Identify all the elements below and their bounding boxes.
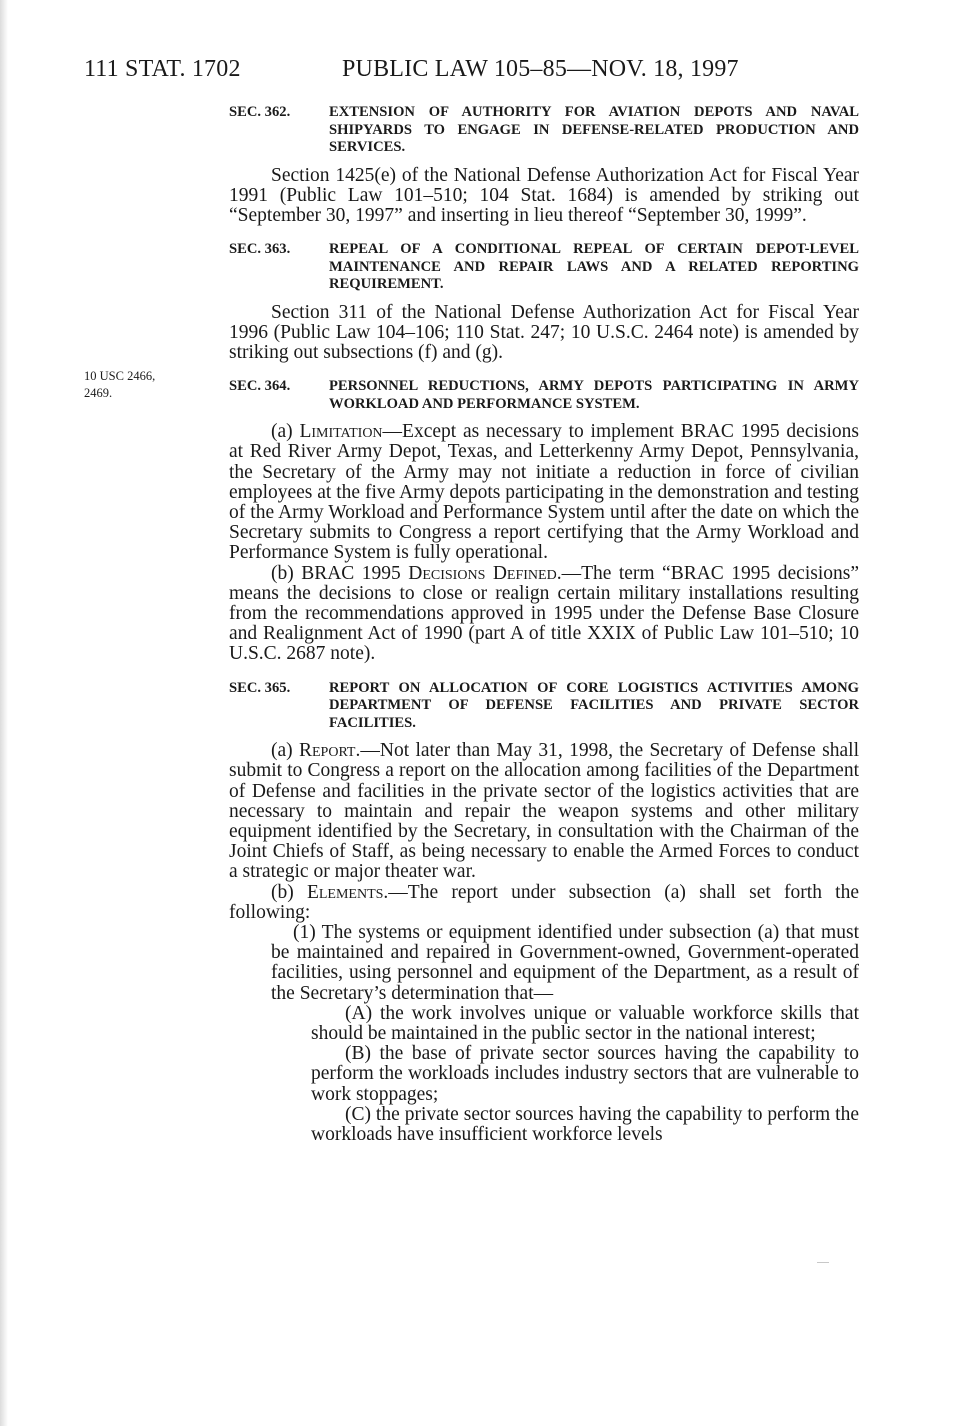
section-number: SEC. 365. [229,679,291,696]
subparagraph-c: (C) the private sector sources having the capability to perform the workloads have insufficient workforce levels [311,1103,859,1146]
public-law-reference: PUBLIC LAW 105–85—NOV. 18, 1997 [342,56,739,82]
running-header [84,56,739,83]
section-heading [229,241,859,294]
section-number: SEC. 364. [229,378,291,395]
subsection-label: (a) [271,421,300,443]
section-363 [229,241,859,294]
section-number: SEC. 362. [229,104,291,120]
section-heading [229,104,859,157]
subsection-heading: Elements [306,881,384,903]
scan-edge-shadow [0,0,8,1426]
section-362-text: Section 1425(e) of the National Defense Authorization Act for Fiscal Year 1991 (Public Law 101–510; 104 Stat. 1684) is amended by striking out “September 30, 1997” and inserting in lieu thereof “September 30, 1999”. [229,164,859,226]
margin-citation-line-2: 2469. [84,386,113,400]
section-364 [229,378,859,413]
section-363-text: Section 311 of the National Defense Authorization Act for Fiscal Year 1996 (Public Law 104–106; 110 Stat. 247; 10 U.S.C. 2464 note) is amended by striking out subsections (f) and (g). [229,301,859,364]
section-362 [229,104,859,157]
subparagraph-b: (B) the base of private sector sources having the capability to perform the workloads includes industry sectors that are vulnerable to work stoppages; [311,1043,859,1105]
subsection-365-b [229,883,859,923]
section-number: SEC. 363. [229,241,291,258]
subsection-text: .—The report under subsection (a) shall set forth the following: [229,881,859,923]
subsection-text: .—The term “BRAC 1995 decisions” means the decisions to close or realign certain military installations resulting from the recommendations approved in 1995 under the Defense Base Closure and Realignment Act of 1990 (part A of title XXIX of Public Law 101–510; 10 U.S.C. 2687 note). [229,562,859,665]
subsection-label: (b) [271,881,307,903]
subsection-365-a [229,741,859,882]
section-365 [229,680,859,733]
subsection-heading: Decisions Defined [408,562,557,584]
subsection-text: —Except as necessary to implement BRAC 1995 decisions at Red River Army Depot, Texas, and Letterkenny Army Depot, Pennsylvania, the Secretary of the Army may not initiate a reduction in force of civilian employees at the five Army depots participating in the demonstration and testing of the Army Workload and Performance System until after the date on which the Secretary submits to Congress a report certifying that the Army Workload and Performance System is fully operational. [229,421,859,564]
section-heading [229,378,859,413]
margin-citation-line-1: 10 USC 2466, [84,369,156,383]
subparagraph-a: (A) the work involves unique or valuable workforce skills that should be maintained in the public sector in the national interest; [311,1002,859,1044]
section-title: REPORT ON ALLOCATION OF CORE LOGISTICS ACTIVITIES AMONG DEPARTMENT OF DEFENSE FACILITIES AND PRIVATE SECTOR FACILITIES. [329,679,859,731]
page-body [229,104,859,1145]
section-title: REPEAL OF A CONDITIONAL REPEAL OF CERTAIN DEPOT-LEVEL MAINTENANCE AND REPAIR LAWS AND A RELATED REPORTING REQUIREMENT. [329,241,859,293]
scan-artifact [817,1262,829,1263]
subsection-364-b [229,564,859,665]
section-heading [229,680,859,733]
subsection-heading: Limitation [299,421,383,443]
subsection-heading: Report [298,740,356,762]
subsection-364-a [229,422,859,563]
margin-citation [84,368,224,402]
stat-reference: 111 STAT. 1702 [84,56,241,82]
paragraph-1: (1) The systems or equipment identified under subsection (a) that must be maintained and repaired in Government-owned, Government-operated facilities, using personnel and equipment of the Department, as a result of the Secretary’s determination that— [271,921,859,1004]
subsection-label: (b) BRAC 1995 [271,562,409,584]
subsection-label: (a) [271,740,299,762]
section-title: PERSONNEL REDUCTIONS, ARMY DEPOTS PARTICIPATING IN ARMY WORKLOAD AND PERFORMANCE SYSTEM. [329,378,859,412]
section-title: EXTENSION OF AUTHORITY FOR AVIATION DEPOTS AND NAVAL SHIPYARDS TO ENGAGE IN DEFENSE-RELATED PRODUCTION AND SERVICES. [329,104,859,155]
subsection-text: .—Not later than May 31, 1998, the Secretary of Defense shall submit to Congress a report on the allocation among facilities of the Department of Defense and facilities in the private sector of the logistics activities that are necessary to maintain and repair the weapon systems and other military equipment identified by the Secretary, in consultation with the Chairman of the Joint Chiefs of Staff, as being necessary to enable the Armed Forces to conduct a strategic or major theater war. [229,740,859,883]
